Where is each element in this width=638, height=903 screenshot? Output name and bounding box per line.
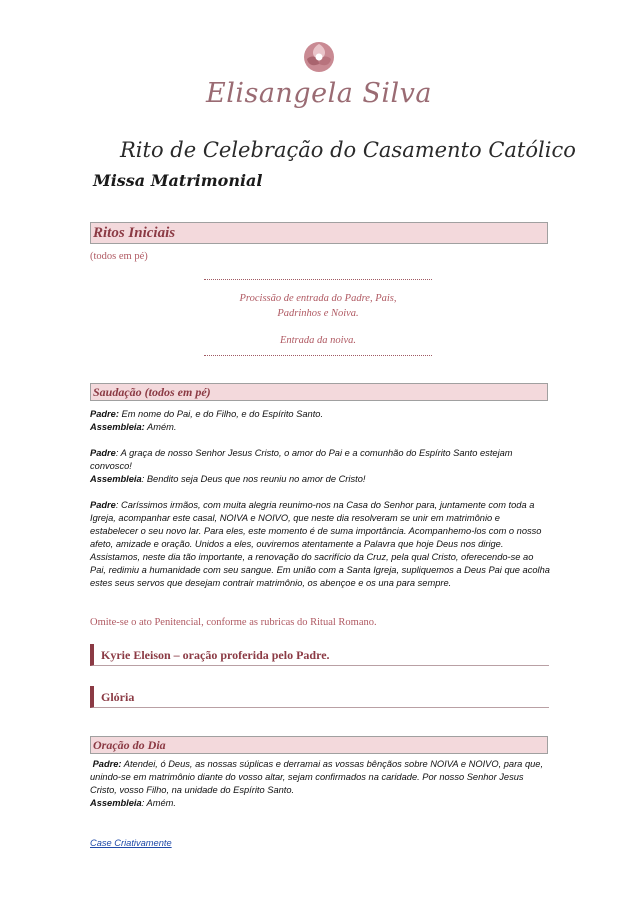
procession-line: Padrinhos e Noiva. [277, 308, 359, 319]
section-oracao-do-dia [90, 736, 548, 754]
brand-logo [0, 40, 638, 74]
dialogue-block [90, 408, 550, 434]
standing-note: (todos em pé) [90, 251, 148, 262]
bride-entrance: Entrada da noiva. [279, 335, 357, 346]
dialogue-line: Padre: A graça de nosso Senhor Jesus Cristo, o amor do Pai e a comunhão do Espírito Santo estejam convosco! [90, 448, 513, 471]
procession-line: Procissão de entrada do Padre, Pais, [239, 293, 397, 304]
dialogue-block [90, 447, 550, 486]
footer-link[interactable]: Case Criativamente [90, 838, 172, 848]
section-gloria: Glória [90, 686, 549, 708]
divider [204, 279, 432, 280]
divider [204, 355, 432, 356]
dialogue-line: Assembleia: Amém. [90, 798, 176, 808]
dialogue-block [90, 499, 550, 590]
section-saudacao [90, 383, 548, 401]
dialogue-line: Padre: Atendei, ó Deus, as nossas súplicas e derramai as vossas bênçãos sobre NOIVA e NOIVO, para que, unindo-se em matrimônio diante do vosso altar, sejam confirmados na caridade. Por nosso Senhor Jesus Cristo, vosso Filho, na unidade do Espírito Santo. [90, 759, 544, 795]
dialogue-line: Assembleia: Amém. [90, 422, 177, 432]
dialogue-line: Assembleia: Bendito seja Deus que nos reuniu no amor de Cristo! [90, 474, 366, 484]
brand-name: Elisangela Silva [205, 78, 433, 109]
section-heading: Ritos Iniciais [93, 224, 176, 241]
document-title: Rito de Celebração do Casamento Católico [120, 138, 576, 162]
procession-instruction [204, 291, 432, 321]
rose-flower-icon [302, 40, 336, 74]
section-ritos-iniciais [90, 222, 548, 244]
section-heading: Oração do Dia [93, 737, 166, 752]
rubric-note: Omite-se o ato Penitencial, conforme as rubricas do Ritual Romano. [90, 617, 377, 628]
dialogue-line: Padre: Caríssimos irmãos, com muita alegria reunimo-nos na Casa do Senhor para, juntamente com toda a Igreja, acompanhar este casal, NOIVA e NOIVO, que neste dia resolveram se unir em matrimônio e estabelecer o seu novo lar. Para eles, este momento é de suma importância. Acompanhemo-los com o nosso afeto, amizade e oração. Unidos a eles, ouviremos atentamente a Palavra que hoje Deus nos dirige. Assistamos, neste dia tão importante, a renovação do sacrifício da Cruz, pela qual Cristo, oferecendo-se ao Pai, redimiu a humanidade com seu sangue. Em união com a Santa Igreja, supliquemos a Deus Pai que acolha estes seus servos que desejam contrair matrimônio, os abençoe e os una para sempre. [90, 500, 550, 588]
dialogue-line: Padre: Em nome do Pai, e do Filho, e do Espírito Santo. [90, 409, 324, 419]
dialogue-block [90, 758, 550, 810]
document-subtitle: Missa Matrimonial [93, 171, 263, 190]
section-heading: Saudação (todos em pé) [93, 384, 211, 399]
section-kyrie: Kyrie Eleison – oração proferida pelo Padre. [90, 644, 549, 666]
